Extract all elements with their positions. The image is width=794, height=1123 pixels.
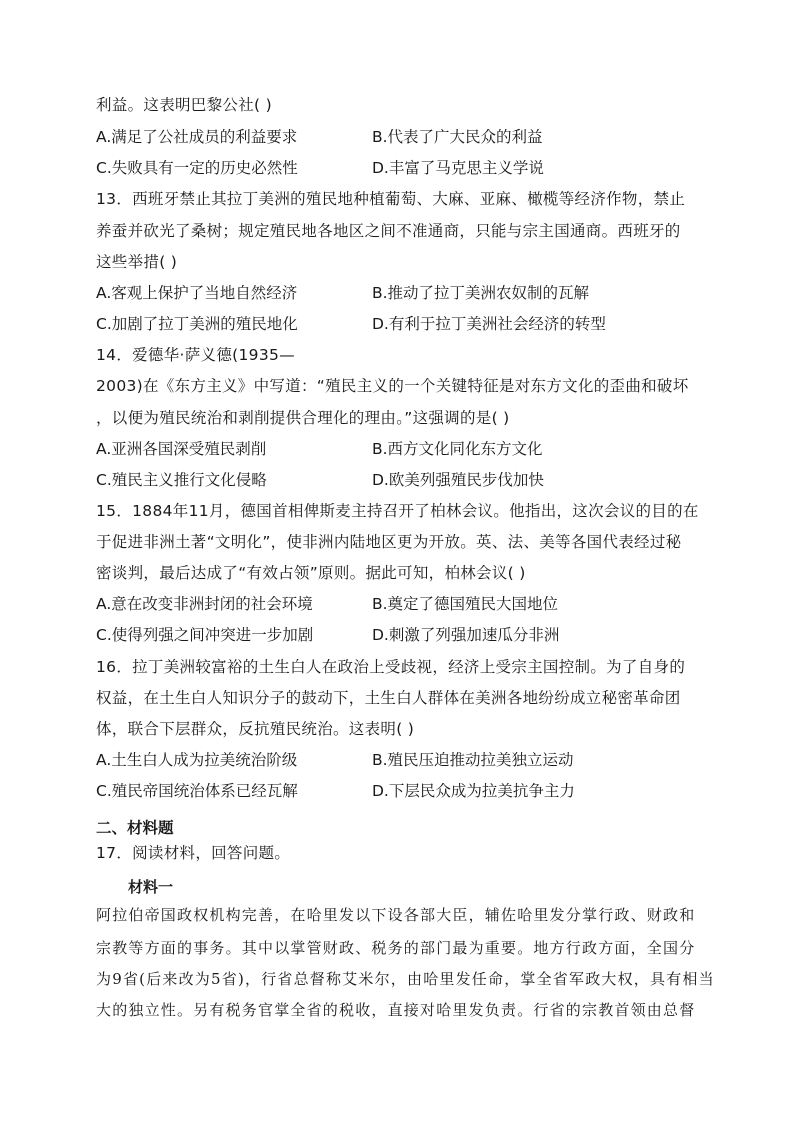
q13-options-row-1 [96, 283, 696, 303]
q15-stem-line-3: 密谈判，最后达成了“有效占领”原则。据此可知，柏林会议( ) [96, 564, 526, 582]
q16-option-d: D.下层民众成为拉美抗争主力 [372, 782, 575, 800]
q16-options-row-1 [96, 750, 696, 770]
q15-options-row-1 [96, 594, 696, 614]
q17-prompt: 17．阅读材料，回答问题。 [96, 844, 291, 862]
q14-stem-line-2: 2003)在《东方主义》中写道：“殖民主义的一个关键特征是对东方文化的歪曲和破坏 [96, 377, 689, 395]
q16-option-c: C.殖民帝国统治体系已经瓦解 [96, 782, 298, 800]
q16-stem-line-3: 体，联合下层群众，反抗殖民统治。这表明( ) [96, 720, 415, 738]
q14-stem-line-1: 14．爱德华·萨义德(1935— [96, 346, 295, 364]
section-heading: 二、材料题 [96, 819, 174, 837]
q16-option-a: A.土生白人成为拉美统治阶级 [96, 751, 298, 769]
q13-option-b: B.推动了拉丁美洲农奴制的瓦解 [372, 284, 590, 302]
q15-option-b: B.奠定了德国殖民大国地位 [372, 595, 559, 613]
q13-options-row-2 [96, 314, 696, 334]
q14-stem-line-3: ，以便为殖民统治和剥削提供合理化的理由。”这强调的是( ) [96, 409, 510, 427]
q14-option-b: B.西方文化同化东方文化 [372, 440, 543, 458]
q12-option-c: C.失败具有一定的历史必然性 [96, 159, 298, 177]
q14-options-row-2 [96, 470, 696, 490]
q15-option-a: A.意在改变非洲封闭的社会环境 [96, 595, 313, 613]
q13-stem-line-1: 13．西班牙禁止其拉丁美洲的殖民地种植葡萄、大麻、亚麻、橄榄等经济作物，禁止 [96, 190, 686, 208]
q13-option-c: C.加剧了拉丁美洲的殖民地化 [96, 315, 298, 333]
q15-option-d: D.刺激了列强加速瓜分非洲 [372, 626, 560, 644]
q13-stem-line-3: 这些举措( ) [96, 253, 178, 271]
material-line-4: 大的独立性。另有税务官掌全省的税收，直接对哈里发负责。行省的宗教首领由总督 [96, 1001, 696, 1019]
q12-options-row-1 [96, 127, 696, 147]
q12-stem-tail: 利益。这表明巴黎公社( ) [96, 96, 272, 114]
material-title: 材料一 [128, 878, 174, 896]
q16-stem-line-2: 权益，在土生白人知识分子的鼓动下，土生白人群体在美洲各地纷纷成立秘密革命团 [96, 689, 681, 707]
q13-option-d: D.有利于拉丁美洲社会经济的转型 [372, 315, 606, 333]
material-line-3: 为9省(后来改为5省)，行省总督称艾米尔，由哈里发任命，掌全省军政大权，具有相当 [96, 970, 715, 988]
q14-option-c: C.殖民主义推行文化侵略 [96, 471, 267, 489]
q12-option-a: A.满足了公社成员的利益要求 [96, 128, 298, 146]
q12-options-row-2 [96, 158, 696, 178]
q13-stem-line-2: 养蚕并砍光了桑树；规定殖民地各地区之间不准通商，只能与宗主国通商。西班牙的 [96, 222, 681, 240]
q12-option-d: D.丰富了马克思主义学说 [372, 159, 544, 177]
q16-options-row-2 [96, 781, 696, 801]
material-line-1: 阿拉伯帝国政权机构完善，在哈里发以下设各部大臣，辅佐哈里发分掌行政、财政和 [96, 906, 696, 924]
q13-option-a: A.客观上保护了当地自然经济 [96, 284, 298, 302]
material-line-2: 宗教等方面的事务。其中以掌管财政、税务的部门最为重要。地方行政方面，全国分 [96, 939, 696, 957]
q15-stem-line-1: 15．1884年11月，德国首相俾斯麦主持召开了柏林会议。他指出，这次会议的目的在 [96, 502, 699, 520]
q12-option-b: B.代表了广大民众的利益 [372, 128, 543, 146]
q15-options-row-2 [96, 625, 696, 645]
q16-stem-line-1: 16．拉丁美洲较富裕的土生白人在政治上受歧视，经济上受宗主国控制。为了自身的 [96, 658, 686, 676]
q14-option-d: D.欧美列强殖民步伐加快 [372, 471, 544, 489]
q15-option-c: C.使得列强之间冲突进一步加剧 [96, 626, 314, 644]
q14-options-row-1 [96, 439, 696, 459]
q16-option-b: B.殖民压迫推动拉美独立运动 [372, 751, 574, 769]
q14-option-a: A.亚洲各国深受殖民剥削 [96, 440, 267, 458]
q15-stem-line-2: 于促进非洲土著“文明化”，使非洲内陆地区更为开放。英、法、美等各国代表经过秘 [96, 533, 682, 551]
